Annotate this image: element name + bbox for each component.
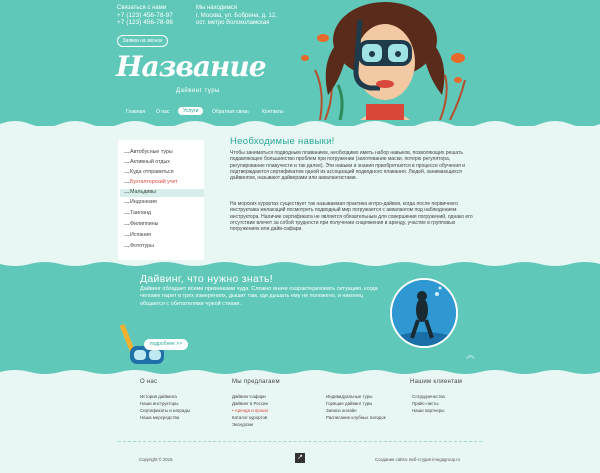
nav-item-services[interactable]: Услуги xyxy=(178,107,203,115)
sidebar-item-photo-tours[interactable]: Фототуры xyxy=(130,243,154,249)
footer-link[interactable]: Наши инструкторы xyxy=(140,401,179,406)
info-band xyxy=(0,266,600,370)
footer-link[interactable]: Дайвинг в России xyxy=(232,401,268,406)
footer-link[interactable]: Дайвинг-сафари xyxy=(232,394,266,399)
scroll-up-chevron-icon[interactable]: ︽ xyxy=(466,350,476,360)
footer-clients-heading: Нашим клиентам xyxy=(410,379,463,385)
arrow-up-right-icon[interactable]: ↗ xyxy=(295,453,305,463)
content-area xyxy=(0,126,600,266)
footer-link[interactable]: История дайвинга xyxy=(140,394,177,399)
band-wave-top xyxy=(0,260,600,268)
sidebar-item-indonesia[interactable]: Индонезия xyxy=(130,199,157,205)
footer-link[interactable]: Наша мерсредства xyxy=(140,415,180,420)
sidebar-item-accounting[interactable]: Бухгалтерский учет xyxy=(130,179,178,185)
main-heading: Необходимые навыки! xyxy=(230,136,335,147)
footer-link-active-label: Аренда и прокат xyxy=(234,408,269,413)
sidebar-item-maldives[interactable]: Мальдивы xyxy=(130,189,156,195)
footer-link[interactable]: Расписание клубных поездок xyxy=(326,415,386,420)
footer-link[interactable]: Записи онлайн xyxy=(326,408,357,413)
sidebar-item-where-to-go[interactable]: Куда отправиться xyxy=(130,169,174,175)
sidebar-bullet-icon: ⟶ xyxy=(124,200,130,205)
footer-link-active[interactable]: • Аренда и прокат xyxy=(232,408,269,413)
footer-offers-heading: Мы предлагаем xyxy=(232,379,280,385)
address-line-1: г. Москва, ул. Бобрина, д. 12, xyxy=(196,13,277,19)
nav-item-about[interactable]: О нас xyxy=(156,109,170,115)
copyright: Copyright © 2015 xyxy=(139,457,173,462)
sidebar-bullet-icon: ⟶ xyxy=(124,233,130,238)
footer-link[interactable]: Горящие дайвинг туры xyxy=(326,401,373,406)
footer-link[interactable]: Наши партнеры xyxy=(412,408,445,413)
footer-wave xyxy=(0,369,600,377)
sidebar-item-philippines[interactable]: Филиппины xyxy=(130,221,159,227)
footer-about-heading: О нас xyxy=(140,379,158,385)
sidebar-bullet-icon: ⟶ xyxy=(124,222,130,227)
band-heading: Дайвинг, что нужно знать! xyxy=(140,273,274,285)
footer-link[interactable]: Экскурсии xyxy=(232,422,253,427)
call-request-button[interactable]: Заявка на звонок xyxy=(117,35,168,47)
sidebar-item-thailand[interactable]: Таиланд xyxy=(130,210,151,216)
footer-divider xyxy=(118,441,482,443)
sidebar-bullet-icon: ⟶ xyxy=(124,211,130,216)
address-label: Мы находимся xyxy=(196,5,237,11)
sidebar-bullet-icon: ⟶ xyxy=(124,170,130,175)
sidebar-item-bus-tours[interactable]: Автобусные туры xyxy=(130,149,173,155)
contact-label: Связаться с нами xyxy=(117,5,167,11)
sidebar-item-spain[interactable]: Испания xyxy=(130,232,152,238)
sidebar-bullet-icon: ⟶ xyxy=(124,244,130,249)
footer-link[interactable]: Каталог курортов xyxy=(232,415,268,420)
footer-link[interactable]: Индивидуальные туры xyxy=(326,394,373,399)
sidebar-bullet-icon: ⟶ xyxy=(124,180,130,185)
nav-item-contacts[interactable]: Контакты xyxy=(262,109,284,115)
footer-link[interactable]: Сертификаты и награды xyxy=(140,408,190,413)
header-wave-divider xyxy=(0,118,600,126)
diver-girl-illustration xyxy=(300,0,470,120)
diver-photo xyxy=(390,278,458,348)
main-paragraph-2: На морских курортах существует так называемая практика интро-дайвов, когда после первичного инструктажа желающий посмотреть подводный мир погружается с аквалангом под наблюдением инструктора. Наличие сертификата не является обязательным для совершения погружений, однако его отсутствие влечет за собой трудности при получении снаряжения в аренду, участие в групповых погружениях или дайв-сафари. xyxy=(230,201,473,233)
band-text: Дайвинг обладает всеми признаками чуда. Сложно иначе охарактеризовать ситуацию, когда человек парит в трех измерениях, дышит там, где дышать ему не положено, и наконец общается с обитателями чужой стихии. xyxy=(140,286,378,307)
sidebar-bullet-icon: ⟶ xyxy=(124,190,130,195)
more-button[interactable]: подробнее >> xyxy=(144,339,188,350)
sidebar-item-active-rest[interactable]: Активный отдых xyxy=(130,159,170,165)
site-logo[interactable]: Название xyxy=(116,50,266,83)
address-line-2: ост. метро Волоколамская xyxy=(196,20,270,26)
site-credit[interactable]: Создание сайта: веб-студия imegagroup.ru xyxy=(375,457,460,462)
phone-2[interactable]: +7 (123) 456-78-98 xyxy=(117,19,173,26)
sidebar-bullet-icon: ⟶ xyxy=(124,150,130,155)
main-paragraph-1: Чтобы заниматься подводным плаванием, необходимо иметь набор навыков, позволяющих решать подавляющее большинство проблем при погружении (запотевание маски, потерю регулятора, регулирование плавучести и так далее). Эти навыки и знания приобретаются в процессе обучения и подтверждаются сертификатом одной из ассоциаций подводного плавания. Людей, занимающихся дайвингом, называют дайверами или аквалангистами. xyxy=(230,150,465,182)
diver-photo-image xyxy=(392,280,456,346)
footer-link[interactable]: Прайс-листы xyxy=(412,401,439,406)
site-header xyxy=(0,0,600,126)
logo-subtitle: Дайвинг туры xyxy=(176,88,220,94)
nav-item-home[interactable]: Главная xyxy=(126,109,146,115)
footer-link[interactable]: Сотрудничество xyxy=(412,394,446,399)
nav-item-feedback[interactable]: Обратная связь xyxy=(212,109,249,115)
sidebar-bullet-icon: ⟶ xyxy=(124,160,130,165)
phone-1[interactable]: +7 (123) 456-78-97 xyxy=(117,12,173,19)
